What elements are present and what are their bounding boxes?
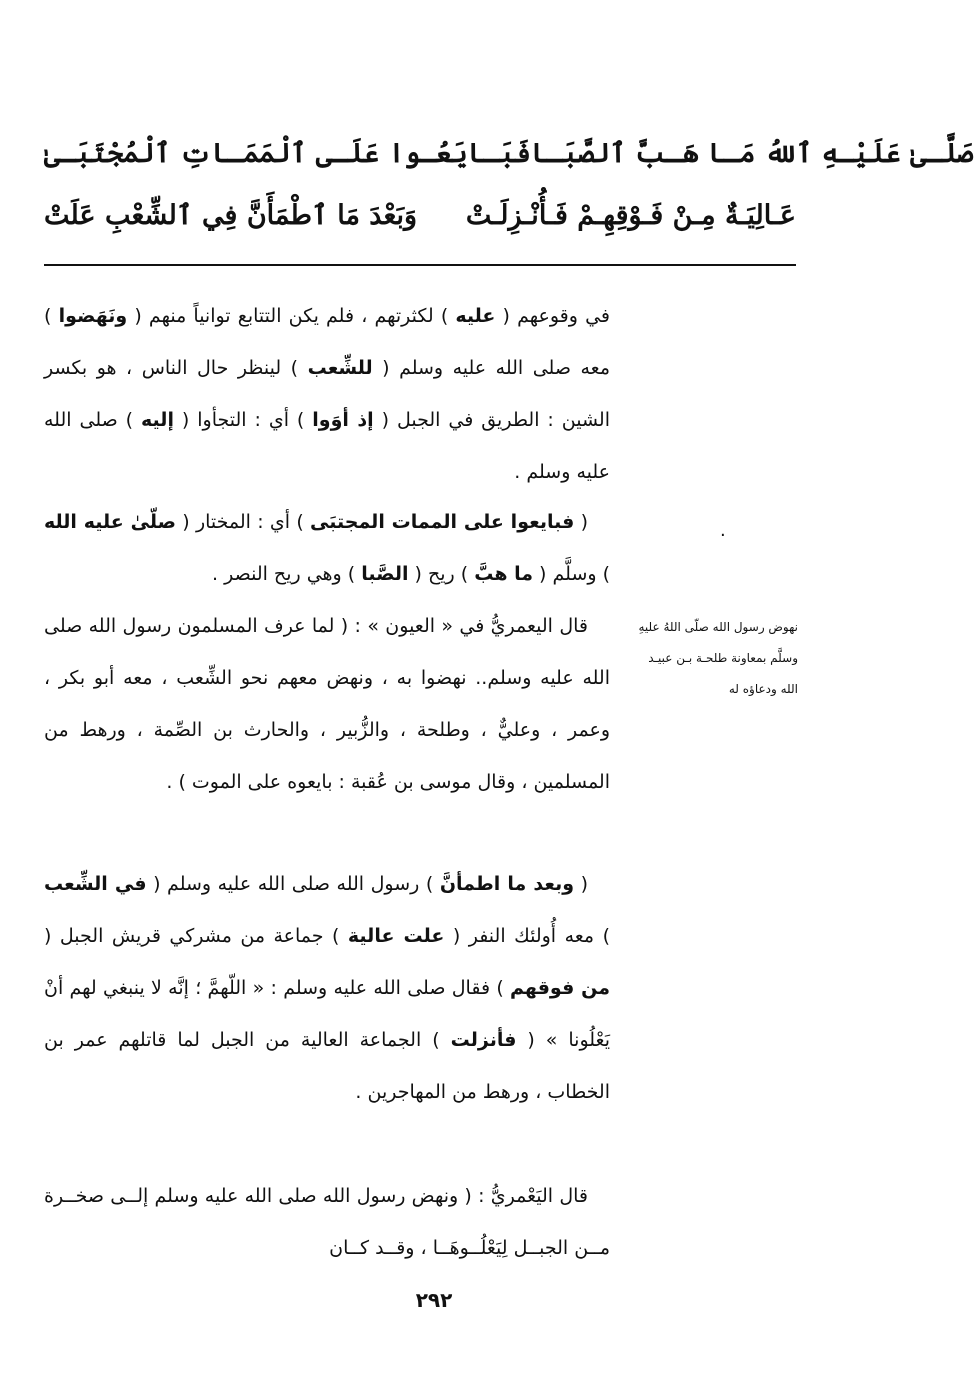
margin-mark: .: [720, 520, 726, 541]
paragraph-1: [44, 290, 610, 498]
bold-quoted-text: للشِّعب: [307, 357, 373, 379]
commentary-text: ) الجماعة العالية من الجبل لما قاتلهم عمر بن الخطاب ، ورهط من المهاجرين .: [44, 1029, 610, 1103]
commentary-text: ) معه صلى الله عليه وسلم (: [44, 305, 610, 379]
commentary-text: قال اليعمريُّ في « العيون » : ( لما عرف المسلمون رسول الله صلى الله عليه وسلم.. نهضوا به ، ونهض معهم نحو الشِّعب ، معه أبو بكر ، وعمر ، وعليٌّ ، وطلحة ، والزُّبير ، والحارث بن الصِّمة ، ورهط من المسلمين ، وقال موسى بن عُقبة : بايعوه على الموت ) .: [44, 615, 610, 793]
paragraph-3: [44, 600, 610, 808]
verse-2-left-hemistich: عَـالِيَـةٌ مِـنْ فَـوْقِهِـمْ فَـأُنْـزِلَـتْ: [465, 199, 796, 231]
bold-quoted-text: علت عالية: [347, 925, 445, 947]
commentary-text: (: [574, 873, 589, 895]
paragraph-2: [44, 496, 610, 600]
bold-quoted-text: إليه: [141, 409, 174, 431]
commentary-text: ) وسلَّم (: [533, 563, 610, 585]
verse-line-1: [44, 122, 974, 184]
commentary-text: ) لكثرتهم ، فلم يكن التتابع توانياً منهم (: [127, 305, 456, 327]
verse-2-right-hemistich: وَبَعْدَ مَا ٱطْمَأَنَّ فِي ٱلشِّعْبِ عَلَتْ: [44, 199, 418, 231]
page-number: ٢٩٢: [415, 1288, 453, 1312]
bold-quoted-text: فبايعوا على الممات المجتبَى: [310, 511, 575, 533]
verse-1-left-hemistich: صَلَّـىٰ عَلَيْـهِ ٱللهُ مَـا هَـبَّ ٱلصَّبَـا: [531, 137, 974, 169]
commentary-text: ) رسول الله صلى الله عليه وسلم (: [146, 873, 440, 895]
commentary-text: قال اليَعْمريُّ : ( ونهض رسول الله صلى الله عليه وسلم إلــى صخــرة مــن الجبــل لِيَعْلُــوهَــا ، وقــد كــان: [44, 1185, 610, 1259]
verse-line-2: [44, 184, 796, 246]
margin-note: نهوض رسول الله صلّى اللهُ عليهِ وسلَّم بمعاونة طلحـة بـن عبيـد الله ودعاؤه له: [638, 620, 798, 696]
commentary-text: ) صلى الله عليه وسلم .: [44, 409, 610, 483]
commentary-text: ) معه أُولئك النفر (: [444, 925, 610, 947]
commentary-text: ) أي : التجأوا (: [173, 409, 313, 431]
commentary-text: (: [574, 511, 588, 533]
bold-quoted-text: إذ أوَوا: [312, 409, 374, 431]
bold-quoted-text: الصَّبا: [361, 563, 409, 585]
section-divider: [44, 264, 796, 266]
paragraph-4: [44, 858, 610, 1118]
bold-quoted-text: صلّىٰ عليه الله: [44, 511, 176, 533]
verse-1-right-hemistich: فَبَـايَعُـوا عَلَـى ٱلْمَمَـاتِ ٱلْمُجْتَبَـىٰ: [44, 137, 531, 169]
bold-quoted-text: من فوقهم: [510, 977, 610, 999]
bold-quoted-text: ونَهَضوا: [58, 305, 128, 327]
commentary-text: ) أي : المختار (: [175, 511, 311, 533]
commentary-text: ) لينظر حال الناس ، هو بكسر الشين : الطريق في الجبل (: [44, 357, 610, 431]
commentary-text: ) جماعة من مشركي قريش الجبل (: [44, 925, 348, 947]
bold-quoted-text: وبعد ما اطمأنَّ: [439, 873, 575, 895]
bold-quoted-text: عليه: [455, 305, 496, 327]
bold-quoted-text: في الشِّعب: [44, 873, 147, 895]
commentary-text: ) ريح (: [408, 563, 475, 585]
verse-block: [44, 122, 974, 246]
commentary-text: في وقوعهم (: [495, 305, 611, 327]
commentary-text: ) وهي ريح النصر .: [212, 563, 362, 585]
paragraph-5: [44, 1170, 610, 1274]
commentary-text: ) فقال صلى الله عليه وسلم : « اللّهمَّ ؛ إنَّه لا ينبغي لهم أنْ يَعْلُونا » (: [44, 977, 611, 1051]
bold-quoted-text: ما هبَّ: [474, 563, 534, 585]
bold-quoted-text: فأنزلت: [450, 1029, 517, 1051]
